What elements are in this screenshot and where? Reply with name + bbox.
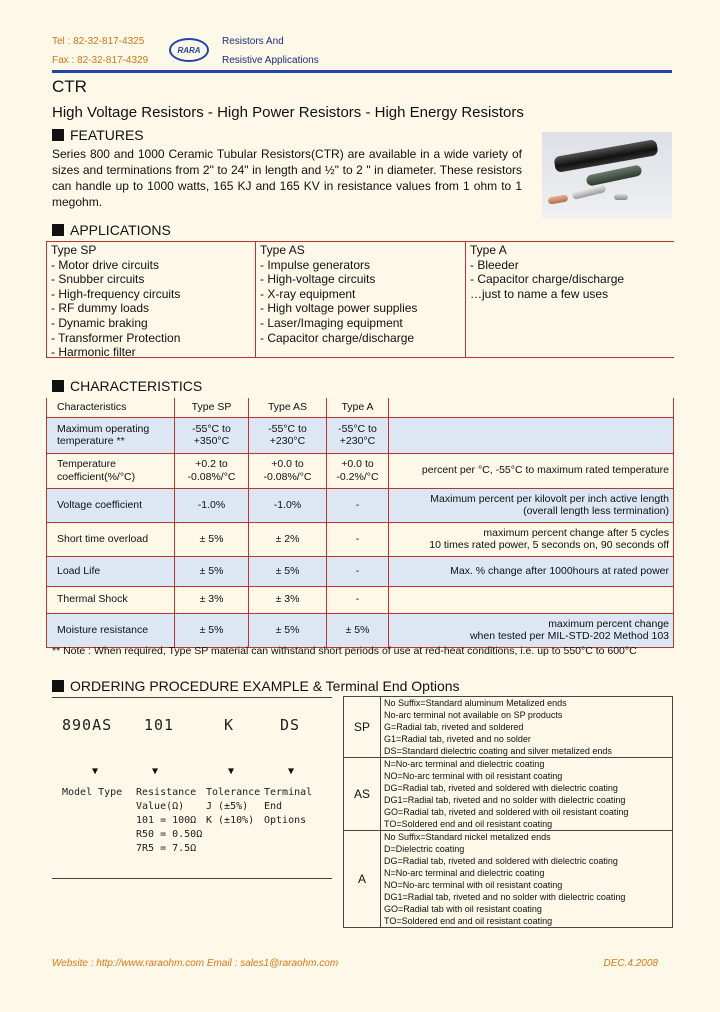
company-tagline <box>222 32 319 70</box>
column-title: Type A <box>470 243 507 257</box>
rara-logo <box>169 38 209 62</box>
type-label: AS <box>344 758 381 831</box>
cell-a <box>327 417 389 453</box>
contact-info <box>52 32 148 70</box>
cell-line: maximum percent change after 5 cycles <box>483 526 669 539</box>
table-row <box>47 613 674 647</box>
cell-a: - <box>327 586 389 613</box>
list-item: - Snubber circuits <box>51 272 145 287</box>
table-row <box>47 453 674 488</box>
row-label: Voltage coefficient <box>47 488 175 522</box>
cell-line: when tested per MIL-STD-202 Method 103 <box>469 630 669 642</box>
label-line: 7R5 = 7.5Ω <box>136 843 197 854</box>
code-value: 101 <box>144 716 175 734</box>
cell-description <box>389 488 674 522</box>
cell-description <box>389 613 674 647</box>
options-cell <box>381 758 673 831</box>
cell-line: Maximum percent per kilovolt per inch active length <box>430 492 669 505</box>
page-subtitle: High Voltage Resistors - High Power Resistors - High Energy Resistors <box>52 104 524 121</box>
cell-description: Max. % change after 1000hours at rated power <box>389 556 674 586</box>
characteristics-heading <box>52 378 202 394</box>
website-label: Website : <box>52 958 94 969</box>
applications-heading <box>52 222 171 238</box>
cell-as: ± 2% <box>249 522 327 556</box>
applications-heading-text: APPLICATIONS <box>70 222 171 238</box>
header-cell: Type A <box>327 398 389 417</box>
column-title: Type AS <box>260 243 305 257</box>
options-cell <box>381 831 673 928</box>
characteristics-heading-text: CHARACTERISTICS <box>70 378 203 394</box>
table-row <box>344 758 673 831</box>
row-label: Thermal Shock <box>47 586 175 613</box>
cell-line: percent per °C, -55°C to maximum rated temperature <box>421 464 669 477</box>
cell-sp: -1.0% <box>175 488 249 522</box>
list-item: - Impulse generators <box>260 257 371 272</box>
table-header-row <box>47 398 674 417</box>
cell-line: +0.0 to <box>271 458 304 470</box>
option-line: D=Dielectric coating <box>384 844 465 854</box>
label-line: K (±10%) <box>206 815 255 826</box>
header-cell: Characteristics <box>47 398 175 417</box>
label-line: J (±5%) <box>206 801 249 812</box>
list-item: …just to name a few uses <box>470 286 609 301</box>
row-label-line: Temperature <box>57 458 116 470</box>
tagline-line-1: Resistors And <box>222 36 284 47</box>
header-cell: Type SP <box>175 398 249 417</box>
option-line: No Suffix=Standard nickel metalized ends <box>384 832 551 842</box>
resistor-tiny-image <box>548 194 569 204</box>
features-heading <box>52 127 144 143</box>
table-row <box>344 697 673 758</box>
resistor-large-image <box>553 139 658 173</box>
cell-line: -0.2%/°C <box>336 470 379 483</box>
arrow-down-icon: ▼ <box>152 766 159 777</box>
applications-column-sp <box>46 242 256 360</box>
label-line: 101 = 100Ω <box>136 815 197 826</box>
table-row <box>47 586 674 613</box>
list-item: - X-ray equipment <box>260 286 356 301</box>
option-line: TO=Soldered end and oil resistant coating <box>384 819 553 829</box>
resistor-tiny-image-2 <box>614 194 628 200</box>
applications-column-a <box>466 242 674 357</box>
cell-line: -55°C to <box>268 422 307 435</box>
cell-description <box>389 417 674 453</box>
cell-description <box>389 453 674 488</box>
logo-text: RARA <box>177 45 201 55</box>
row-label <box>47 417 175 453</box>
document-date: DEC.4.2008 <box>603 958 658 969</box>
label-line: Options <box>264 815 307 826</box>
column-title: Type SP <box>51 243 97 257</box>
cell-sp: ± 5% <box>175 556 249 586</box>
option-line: DG1=Radial tab, riveted and no solder with dielectric coating <box>384 892 626 902</box>
table-row <box>47 488 674 522</box>
header-cell: Type AS <box>249 398 327 417</box>
tagline-line-2: Resistive Applications <box>222 55 319 66</box>
email-label: Email : <box>206 958 238 969</box>
label-line: Resistance <box>136 787 197 798</box>
cell-line: -55°C to <box>192 422 231 435</box>
label-line: Tolerance <box>206 787 261 798</box>
label-resistance <box>136 786 202 856</box>
cell-as: ± 5% <box>249 613 327 647</box>
bullet-square-icon <box>52 680 64 692</box>
list-item: - Motor drive circuits <box>51 257 160 272</box>
ordering-example <box>52 697 332 879</box>
arrow-down-icon: ▼ <box>288 766 295 777</box>
applications-column-as <box>256 242 466 357</box>
row-label-line: coefficient(%/°C) <box>57 470 136 483</box>
row-label: Load Life <box>47 556 175 586</box>
cell-line: +0.0 to <box>341 458 374 470</box>
arrow-down-icon: ▼ <box>92 766 99 777</box>
ordering-heading-text: ORDERING PROCEDURE EXAMPLE & Terminal End Options <box>70 678 460 694</box>
resistor-medium-image <box>585 164 642 186</box>
list-item: - RF dummy loads <box>51 301 150 316</box>
footer-contact <box>52 958 338 969</box>
cell-as: ± 3% <box>249 586 327 613</box>
applications-table <box>46 241 674 358</box>
cell-sp <box>175 417 249 453</box>
cell-description <box>389 586 674 613</box>
letterhead <box>52 32 672 72</box>
option-line: TO=Soldered end and oil resistant coating <box>384 916 553 926</box>
cell-line: +0.2 to <box>195 458 228 470</box>
features-description: Series 800 and 1000 Ceramic Tubular Resistors(CTR) are available in a wide variety of sizes and terminations from 2" to 24" in length and ½" to 2 " in diameter. These resistors can handle up to 1000 watts, 165 KJ and 165 KV in resistance values from 1 ohm to 1 megohm. <box>52 147 522 209</box>
option-line: GO=Radial tab with oil resistant coating <box>384 904 542 914</box>
option-line: DG=Radial tab, riveted and soldered with dielectric coating <box>384 856 618 866</box>
table-row <box>47 417 674 453</box>
cell-line: 10 times rated power, 5 seconds on, 90 seconds off <box>429 539 669 551</box>
option-line: N=No-arc terminal and dielectric coating <box>384 868 545 878</box>
cell-a: - <box>327 522 389 556</box>
type-label: SP <box>344 697 381 758</box>
row-label-line: temperature ** <box>57 435 125 447</box>
row-label: Short time overload <box>47 522 175 556</box>
option-line: No Suffix=Standard aluminum Metalized ends <box>384 698 567 708</box>
cell-description <box>389 522 674 556</box>
list-item: - High-frequency circuits <box>51 286 181 301</box>
cell-as <box>249 453 327 488</box>
list-item: - High-voltage circuits <box>260 272 376 287</box>
cell-a: ± 5% <box>327 613 389 647</box>
cell-line: -0.08%/°C <box>187 470 236 483</box>
label-line: Value(Ω) <box>136 801 185 812</box>
label-line: Model Type <box>62 787 123 798</box>
characteristics-note: ** Note : When required, Type SP material can withstand short periods of use at red-heat conditions, i.e. up to 550°C to 600°C <box>52 645 637 657</box>
option-line: DG1=Radial tab, riveted and no solder with dielectric coating <box>384 795 626 805</box>
label-terminal <box>264 786 332 828</box>
label-line: Terminal End <box>264 787 313 812</box>
cell-sp: ± 5% <box>175 522 249 556</box>
option-line: NO=No-arc terminal with oil resistant coating <box>384 880 563 890</box>
row-label <box>47 453 175 488</box>
cell-as: -1.0% <box>249 488 327 522</box>
list-item: - Harmonic filter <box>51 345 136 360</box>
list-item: - Dynamic braking <box>51 315 148 330</box>
row-label-line: Maximum operating <box>57 422 150 435</box>
header-cell <box>389 398 674 417</box>
arrow-down-icon: ▼ <box>228 766 235 777</box>
tel-number: Tel : 82-32-817-4325 <box>52 36 145 47</box>
option-line: No-arc terminal not available on SP products <box>384 710 563 720</box>
list-item: - Laser/Imaging equipment <box>260 315 403 330</box>
cell-a <box>327 453 389 488</box>
options-cell <box>381 697 673 758</box>
cell-line: -55°C to <box>338 422 377 435</box>
resistor-photo <box>542 132 672 218</box>
cell-line: +230°C <box>269 435 306 447</box>
page-title: CTR <box>52 77 87 96</box>
cell-line: (overall length less termination) <box>523 505 669 517</box>
bullet-square-icon <box>52 380 64 392</box>
option-line: N=No-arc terminal and dielectric coating <box>384 759 545 769</box>
type-label: A <box>344 831 381 928</box>
option-line: G=Radial tab, riveted and soldered <box>384 722 524 732</box>
cell-sp: ± 3% <box>175 586 249 613</box>
option-line: G1=Radial tab, riveted and no solder <box>384 734 531 744</box>
table-row <box>47 522 674 556</box>
cell-a: - <box>327 488 389 522</box>
option-line: DG=Radial tab, riveted and soldered with dielectric coating <box>384 783 618 793</box>
cell-as <box>249 417 327 453</box>
cell-a: - <box>327 556 389 586</box>
fax-number: Fax : 82-32-817-4329 <box>52 55 149 66</box>
bullet-square-icon <box>52 224 64 236</box>
cell-line: maximum percent change <box>548 617 669 630</box>
cell-line: -0.08%/°C <box>263 470 312 483</box>
resistor-small-image <box>572 184 607 200</box>
cell-line: +230°C <box>339 435 376 447</box>
ordering-heading <box>52 678 460 694</box>
cell-line: +350°C <box>193 435 230 447</box>
list-item: - Transformer Protection <box>51 330 181 345</box>
label-model <box>62 786 122 800</box>
option-line: GO=Radial tab, riveted and soldered with oil resistant coating <box>384 807 629 817</box>
list-item: - Bleeder <box>470 257 519 272</box>
option-line: NO=No-arc terminal with oil resistant coating <box>384 771 563 781</box>
cell-sp: ± 5% <box>175 613 249 647</box>
email-link[interactable]: sales1@raraohm.com <box>240 958 339 969</box>
code-tolerance: K <box>224 716 235 734</box>
row-label: Moisture resistance <box>47 613 175 647</box>
label-line: R50 = 0.50Ω <box>136 829 203 840</box>
list-item: - Capacitor charge/discharge <box>260 330 415 345</box>
website-link[interactable]: http://www.raraohm.com <box>96 958 205 969</box>
bullet-square-icon <box>52 129 64 141</box>
cell-as: ± 5% <box>249 556 327 586</box>
code-model: 890AS <box>62 716 113 734</box>
list-item: - Capacitor charge/discharge <box>470 272 625 287</box>
characteristics-table <box>46 398 674 648</box>
table-row <box>47 556 674 586</box>
cell-sp <box>175 453 249 488</box>
label-tolerance <box>206 786 260 828</box>
terminal-options-table <box>343 696 673 928</box>
features-heading-text: FEATURES <box>70 127 144 143</box>
code-terminal: DS <box>280 716 301 734</box>
header-divider <box>52 70 672 73</box>
table-row <box>344 831 673 928</box>
list-item: - High voltage power supplies <box>260 301 418 316</box>
option-line: DS=Standard dielectric coating and silver metalized ends <box>384 746 612 756</box>
